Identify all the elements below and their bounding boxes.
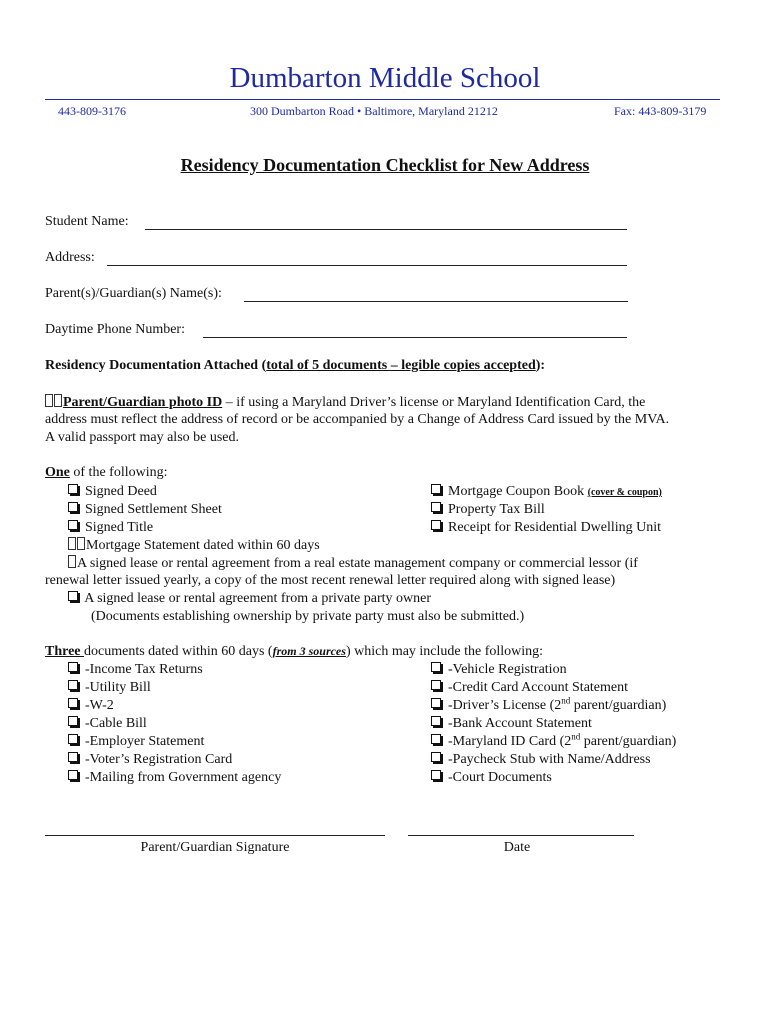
attached-heading — [45, 358, 545, 374]
list-item: Signed Title — [68, 519, 222, 537]
checkbox-icon[interactable] — [68, 520, 78, 530]
one-rest: of the following: — [69, 465, 168, 480]
private-lease-note: (Documents establishing ownership by private party must also be submitted.) — [91, 609, 525, 624]
three-middle: documents dated within 60 days ( — [84, 644, 273, 659]
checkbox-icon[interactable] — [431, 484, 441, 494]
school-phone: 443-809-3176 — [58, 104, 126, 118]
attached-detail: total of 5 documents – legible copies accepted — [266, 358, 536, 373]
list-item: Mortgage Coupon Book (cover & coupon) — [431, 483, 662, 501]
three-tail: ) which may include the following: — [345, 644, 544, 659]
three-left-list — [68, 661, 281, 787]
private-lease-line: A signed lease or rental agreement from a private party owner — [68, 591, 431, 607]
one-of-left-list — [68, 483, 222, 537]
student-name-label: Student Name: — [45, 214, 129, 229]
list-item: -Maryland ID Card (2nd parent/guardian) — [431, 733, 676, 751]
checkbox-glyph-icon — [54, 394, 62, 407]
checkbox-icon[interactable] — [68, 734, 78, 744]
photo-id-line-3: A valid passport may also be used. — [45, 430, 240, 445]
lease-line: A signed lease or rental agreement from a real estate management company or commercial lessor (if — [68, 555, 638, 572]
list-item: Signed Deed — [68, 483, 222, 501]
guardian-names-label: Parent(s)/Guardian(s) Name(s): — [45, 286, 222, 301]
school-address: 300 Dumbarton Road • Baltimore, Maryland 21212 — [250, 104, 498, 118]
checkbox-icon[interactable] — [431, 662, 441, 672]
list-item: -W-2 — [68, 697, 281, 715]
list-item: -Vehicle Registration — [431, 661, 676, 679]
date-label: Date — [503, 840, 531, 855]
list-item: Signed Settlement Sheet — [68, 501, 222, 519]
school-name: Dumbarton Middle School — [229, 62, 541, 94]
guardian-signature-label: Parent/Guardian Signature — [140, 840, 290, 855]
guardian-names-line[interactable] — [244, 301, 628, 302]
checkbox-icon[interactable] — [68, 680, 78, 690]
address-line[interactable] — [107, 265, 627, 266]
mortgage-statement-line: Mortgage Statement dated within 60 days — [68, 537, 320, 554]
three-sources: from 3 sources — [272, 644, 346, 658]
ordinal-suffix: nd — [561, 695, 571, 706]
checkbox-icon[interactable] — [431, 752, 441, 762]
list-item: -Cable Bill — [68, 715, 281, 733]
student-name-line[interactable] — [145, 229, 627, 230]
checkbox-icon[interactable] — [68, 662, 78, 672]
list-item: Property Tax Bill — [431, 501, 662, 519]
list-item: -Utility Bill — [68, 679, 281, 697]
list-item: -Employer Statement — [68, 733, 281, 751]
one-lead: One — [45, 465, 70, 480]
list-item: -Voter’s Registration Card — [68, 751, 281, 769]
checkbox-icon[interactable] — [68, 752, 78, 762]
photo-id-label: Parent/Guardian photo ID — [63, 395, 223, 410]
one-of-right-list — [431, 483, 662, 537]
attached-tail: ): — [535, 358, 546, 373]
guardian-signature-line[interactable] — [45, 835, 385, 836]
address-label: Address: — [45, 250, 95, 265]
list-item: -Paycheck Stub with Name/Address — [431, 751, 676, 769]
checkbox-icon[interactable] — [68, 716, 78, 726]
list-item: -Income Tax Returns — [68, 661, 281, 679]
phone-label: Daytime Phone Number: — [45, 322, 185, 337]
photo-id-line-2: address must reflect the address of record or be accompanied by a Change of Address Card issued by the MVA. — [45, 412, 670, 427]
list-item: -Mailing from Government agency — [68, 769, 281, 787]
checkbox-glyph-icon[interactable] — [45, 394, 53, 407]
three-right-list — [431, 661, 676, 787]
list-item: -Driver’s License (2nd parent/guardian) — [431, 697, 676, 715]
coupon-note: (cover & coupon) — [587, 487, 662, 498]
checkbox-glyph-icon[interactable] — [68, 555, 76, 568]
three-lead: Three — [45, 644, 85, 659]
checkbox-icon[interactable] — [431, 502, 441, 512]
checkbox-icon[interactable] — [431, 680, 441, 690]
checkbox-icon[interactable] — [431, 520, 441, 530]
lease-line-2: renewal letter issued yearly, a copy of the most recent renewal letter required along with signed lease) — [45, 573, 616, 588]
ordinal-suffix: nd — [571, 731, 581, 742]
checkbox-icon[interactable] — [431, 716, 441, 726]
attached-lead: Residency Documentation Attached ( — [45, 358, 267, 373]
list-item: -Bank Account Statement — [431, 715, 676, 733]
photo-id-text: – if using a Maryland Driver’s license or Maryland Identification Card, the — [222, 395, 646, 410]
form-title: Residency Documentation Checklist for New Address — [180, 155, 590, 175]
list-item: -Court Documents — [431, 769, 676, 787]
checkbox-icon[interactable] — [68, 484, 78, 494]
checkbox-icon[interactable] — [68, 698, 78, 708]
date-line[interactable] — [408, 835, 634, 836]
checkbox-glyph-icon[interactable] — [68, 537, 76, 550]
checkbox-icon[interactable] — [68, 770, 78, 780]
checkbox-glyph-icon — [77, 537, 85, 550]
school-fax: Fax: 443-809-3179 — [614, 104, 707, 118]
list-item: -Credit Card Account Statement — [431, 679, 676, 697]
header-divider — [45, 99, 720, 100]
checkbox-icon[interactable] — [431, 698, 441, 708]
checkbox-icon[interactable] — [431, 770, 441, 780]
checkbox-icon[interactable] — [431, 734, 441, 744]
phone-line[interactable] — [203, 337, 627, 338]
checkbox-icon[interactable] — [68, 591, 78, 601]
three-heading — [45, 644, 543, 660]
photo-id-line — [45, 394, 645, 411]
one-of-heading — [45, 465, 168, 481]
checkbox-icon[interactable] — [68, 502, 78, 512]
list-item: Receipt for Residential Dwelling Unit — [431, 519, 662, 537]
